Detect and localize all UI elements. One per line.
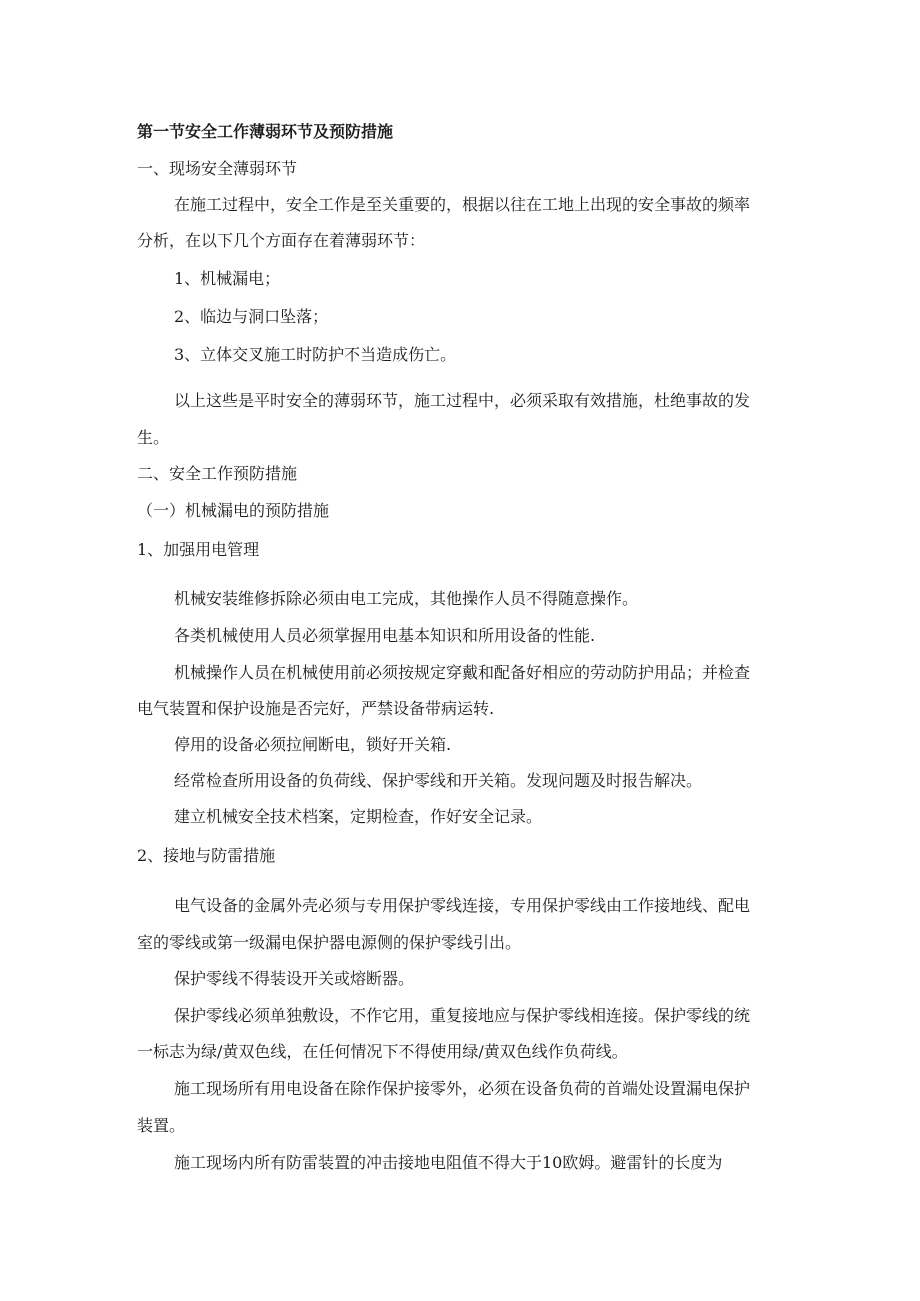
paragraph-line: 机械操作人员在机械使用前必须按规定穿戴和配备好相应的劳动防护用品；并检查 xyxy=(174,663,751,682)
paragraph-line: 机械安装维修拆除必须由电工完成，其他操作人员不得随意操作。 xyxy=(174,589,639,608)
paragraph-line: 经常检查所用设备的负荷线、保护零线和开关箱。发现问题及时报告解决。 xyxy=(174,771,703,790)
paragraph-line: 各类机械使用人员必须掌握用电基本知识和所用设备的性能. xyxy=(174,626,596,645)
paragraph-line: 保护零线必须单独敷设，不作它用，重复接地应与保护零线相连接。保护零线的统 xyxy=(174,1006,751,1025)
section-heading: 一、现场安全薄弱环节 xyxy=(137,159,298,178)
list-item: 1、机械漏电； xyxy=(174,269,281,288)
paragraph-line: 一标志为绿/黄双色线，在任何情况下不得使用绿/黄双色线作负荷线。 xyxy=(137,1042,628,1061)
list-item: 2、临边与洞口坠落； xyxy=(174,307,329,326)
subsection-heading: （一）机械漏电的预防措施 xyxy=(137,501,330,520)
paragraph-line: 建立机械安全技术档案，定期检查，作好安全记录。 xyxy=(174,807,543,826)
paragraph-line: 施工现场所有用电设备在除作保护接零外，必须在设备负荷的首端处设置漏电保护 xyxy=(174,1079,751,1098)
list-item: 3、立体交叉施工时防护不当造成伤亡。 xyxy=(174,345,457,364)
paragraph-line: 在施工过程中，安全工作是至关重要的，根据以往在工地上出现的安全事故的频率 xyxy=(174,195,751,214)
paragraph-line: 电气装置和保护设施是否完好，严禁设备带病运转. xyxy=(137,699,495,718)
subsection-heading: 1、加强用电管理 xyxy=(137,540,260,559)
paragraph-line: 电气设备的金属外壳必须与专用保护零线连接，专用保护零线由工作接地线、配电 xyxy=(174,896,751,915)
paragraph-line: 以上这些是平时安全的薄弱环节，施工过程中，必须采取有效措施，杜绝事故的发 xyxy=(174,391,751,410)
paragraph-line: 室的零线或第一级漏电保护器电源侧的保护零线引出。 xyxy=(137,933,522,952)
paragraph-line: 生。 xyxy=(137,428,170,447)
section-heading: 二、安全工作预防措施 xyxy=(137,464,298,483)
paragraph-line: 分析，在以下几个方面存在着薄弱环节： xyxy=(137,231,426,250)
paragraph-line: 停用的设备必须拉闸断电，锁好开关箱. xyxy=(174,735,452,754)
paragraph-line: 保护零线不得装设开关或熔断器。 xyxy=(174,969,415,988)
page-title: 第一节安全工作薄弱环节及预防措施 xyxy=(137,122,394,141)
subsection-heading: 2、接地与防雷措施 xyxy=(137,846,276,865)
paragraph-line: 装置。 xyxy=(137,1116,186,1135)
paragraph-line: 施工现场内所有防雷装置的冲击接地电阻值不得大于10欧姆。避雷针的长度为 xyxy=(174,1153,723,1172)
